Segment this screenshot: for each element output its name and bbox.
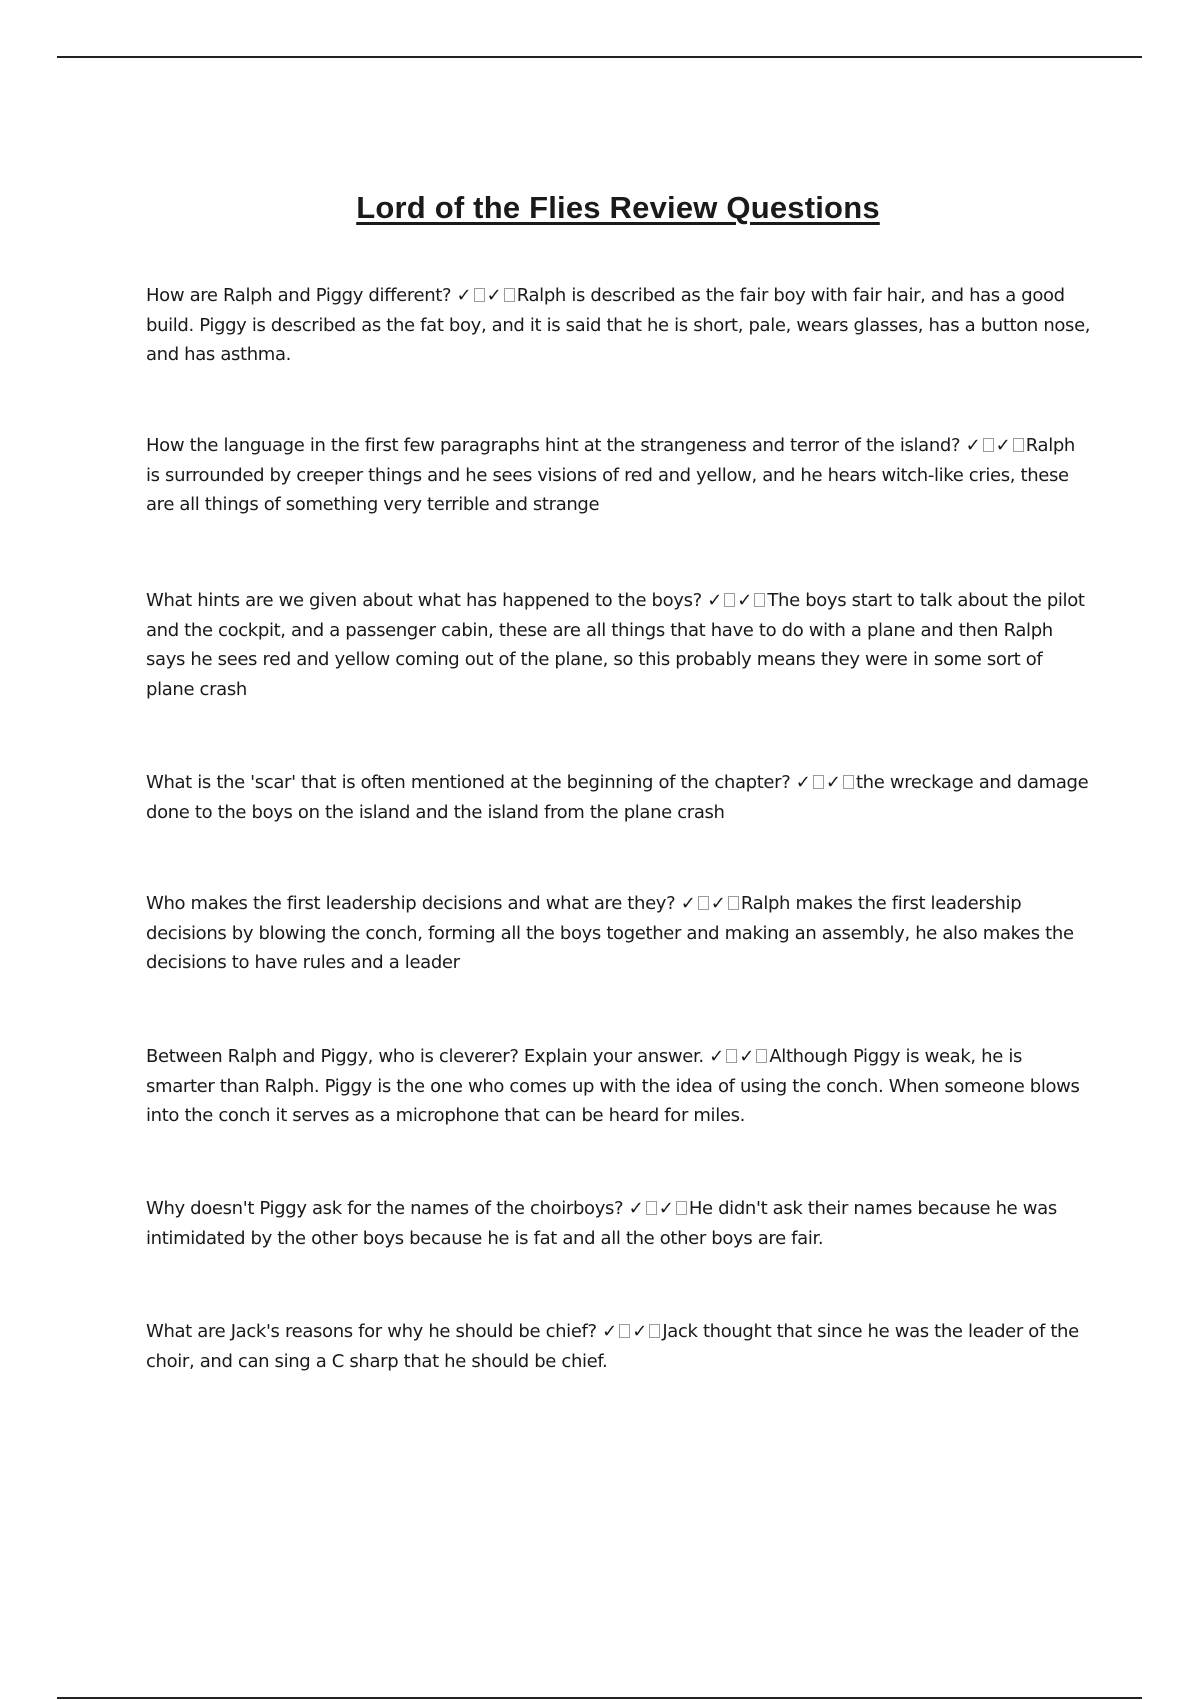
check-mark-icon: ✓ — [602, 1321, 618, 1342]
check-mark-icon: ✓ — [739, 1046, 755, 1067]
page-title: Lord of the Flies Review Questions — [356, 190, 880, 225]
box-glyph-icon — [649, 1324, 660, 1338]
check-mark-icon: ✓ — [795, 772, 811, 793]
check-mark-icon: ✓ — [628, 1198, 644, 1219]
answer-text: Ralph is described as the fair boy with fair hair, and has a good build. Piggy is described as the fat boy, and it is said that he is short, pale, wears glasses, has a button nose, and has asthma. — [146, 285, 1091, 365]
question-text: How are Ralph and Piggy different? — [146, 285, 452, 306]
box-glyph-icon — [756, 1049, 767, 1063]
check-mark-icon: ✓ — [825, 772, 841, 793]
check-mark-icon: ✓ — [632, 1321, 648, 1342]
answer-text: Ralph makes the first leadership decisions by blowing the conch, forming all the boys together and making an assembly, he also makes the decisions to have rules and a leader — [146, 893, 1074, 973]
qa-item-6 — [146, 1042, 1091, 1131]
box-glyph-icon — [728, 896, 739, 910]
box-glyph-icon — [843, 775, 854, 789]
check-mark-icon: ✓ — [995, 435, 1011, 456]
box-glyph-icon — [619, 1324, 630, 1338]
bottom-rule — [57, 1697, 1142, 1699]
qa-item-7 — [146, 1194, 1091, 1253]
question-text: What is the 'scar' that is often mentioned at the beginning of the chapter? — [146, 772, 791, 793]
check-mark-icon: ✓ — [707, 590, 723, 611]
box-glyph-icon — [504, 288, 515, 302]
check-mark-icon: ✓ — [710, 893, 726, 914]
answer-text: the wreckage and damage done to the boys on the island and the island from the plane crash — [146, 772, 1089, 823]
question-text: What are Jack's reasons for why he should be chief? — [146, 1321, 597, 1342]
question-text: Why doesn't Piggy ask for the names of the choirboys? — [146, 1198, 624, 1219]
answer-text: Although Piggy is weak, he is smarter than Ralph. Piggy is the one who comes up with the idea of using the conch. When someone blows into the conch it serves as a microphone that can be heard for miles. — [146, 1046, 1080, 1126]
box-glyph-icon — [646, 1201, 657, 1215]
box-glyph-icon — [1013, 438, 1024, 452]
question-text: Who makes the first leadership decisions and what are they? — [146, 893, 676, 914]
check-mark-icon: ✓ — [709, 1046, 725, 1067]
qa-item-2 — [146, 431, 1091, 520]
qa-item-4 — [146, 768, 1091, 827]
question-text: Between Ralph and Piggy, who is cleverer? Explain your answer. — [146, 1046, 704, 1067]
box-glyph-icon — [698, 896, 709, 910]
qa-item-3 — [146, 586, 1091, 704]
box-glyph-icon — [676, 1201, 687, 1215]
question-text: What hints are we given about what has happened to the boys? — [146, 590, 702, 611]
box-glyph-icon — [983, 438, 994, 452]
check-mark-icon: ✓ — [965, 435, 981, 456]
answer-text: Ralph is surrounded by creeper things and he sees visions of red and yellow, and he hears witch-like cries, these are all things of something very terrible and strange — [146, 435, 1075, 515]
qa-item-8 — [146, 1317, 1091, 1376]
check-mark-icon: ✓ — [658, 1198, 674, 1219]
top-rule — [57, 56, 1142, 58]
qa-item-1 — [146, 281, 1091, 370]
box-glyph-icon — [754, 593, 765, 607]
box-glyph-icon — [474, 288, 485, 302]
check-mark-icon: ✓ — [737, 590, 753, 611]
box-glyph-icon — [726, 1049, 737, 1063]
answer-text: He didn't ask their names because he was intimidated by the other boys because he is fat and all the other boys are fair. — [146, 1198, 1057, 1249]
box-glyph-icon — [724, 593, 735, 607]
qa-item-5 — [146, 889, 1091, 978]
question-text: How the language in the first few paragraphs hint at the strangeness and terror of the island? — [146, 435, 961, 456]
check-mark-icon: ✓ — [456, 285, 472, 306]
answer-text: Jack thought that since he was the leader of the choir, and can sing a C sharp that he should be chief. — [146, 1321, 1079, 1372]
answer-text: The boys start to talk about the pilot and the cockpit, and a passenger cabin, these are all things that have to do with a plane and then Ralph says he sees red and yellow coming out of the plane, so this probably means they were in some sort of plane crash — [146, 590, 1085, 700]
box-glyph-icon — [813, 775, 824, 789]
check-mark-icon: ✓ — [486, 285, 502, 306]
check-mark-icon: ✓ — [680, 893, 696, 914]
